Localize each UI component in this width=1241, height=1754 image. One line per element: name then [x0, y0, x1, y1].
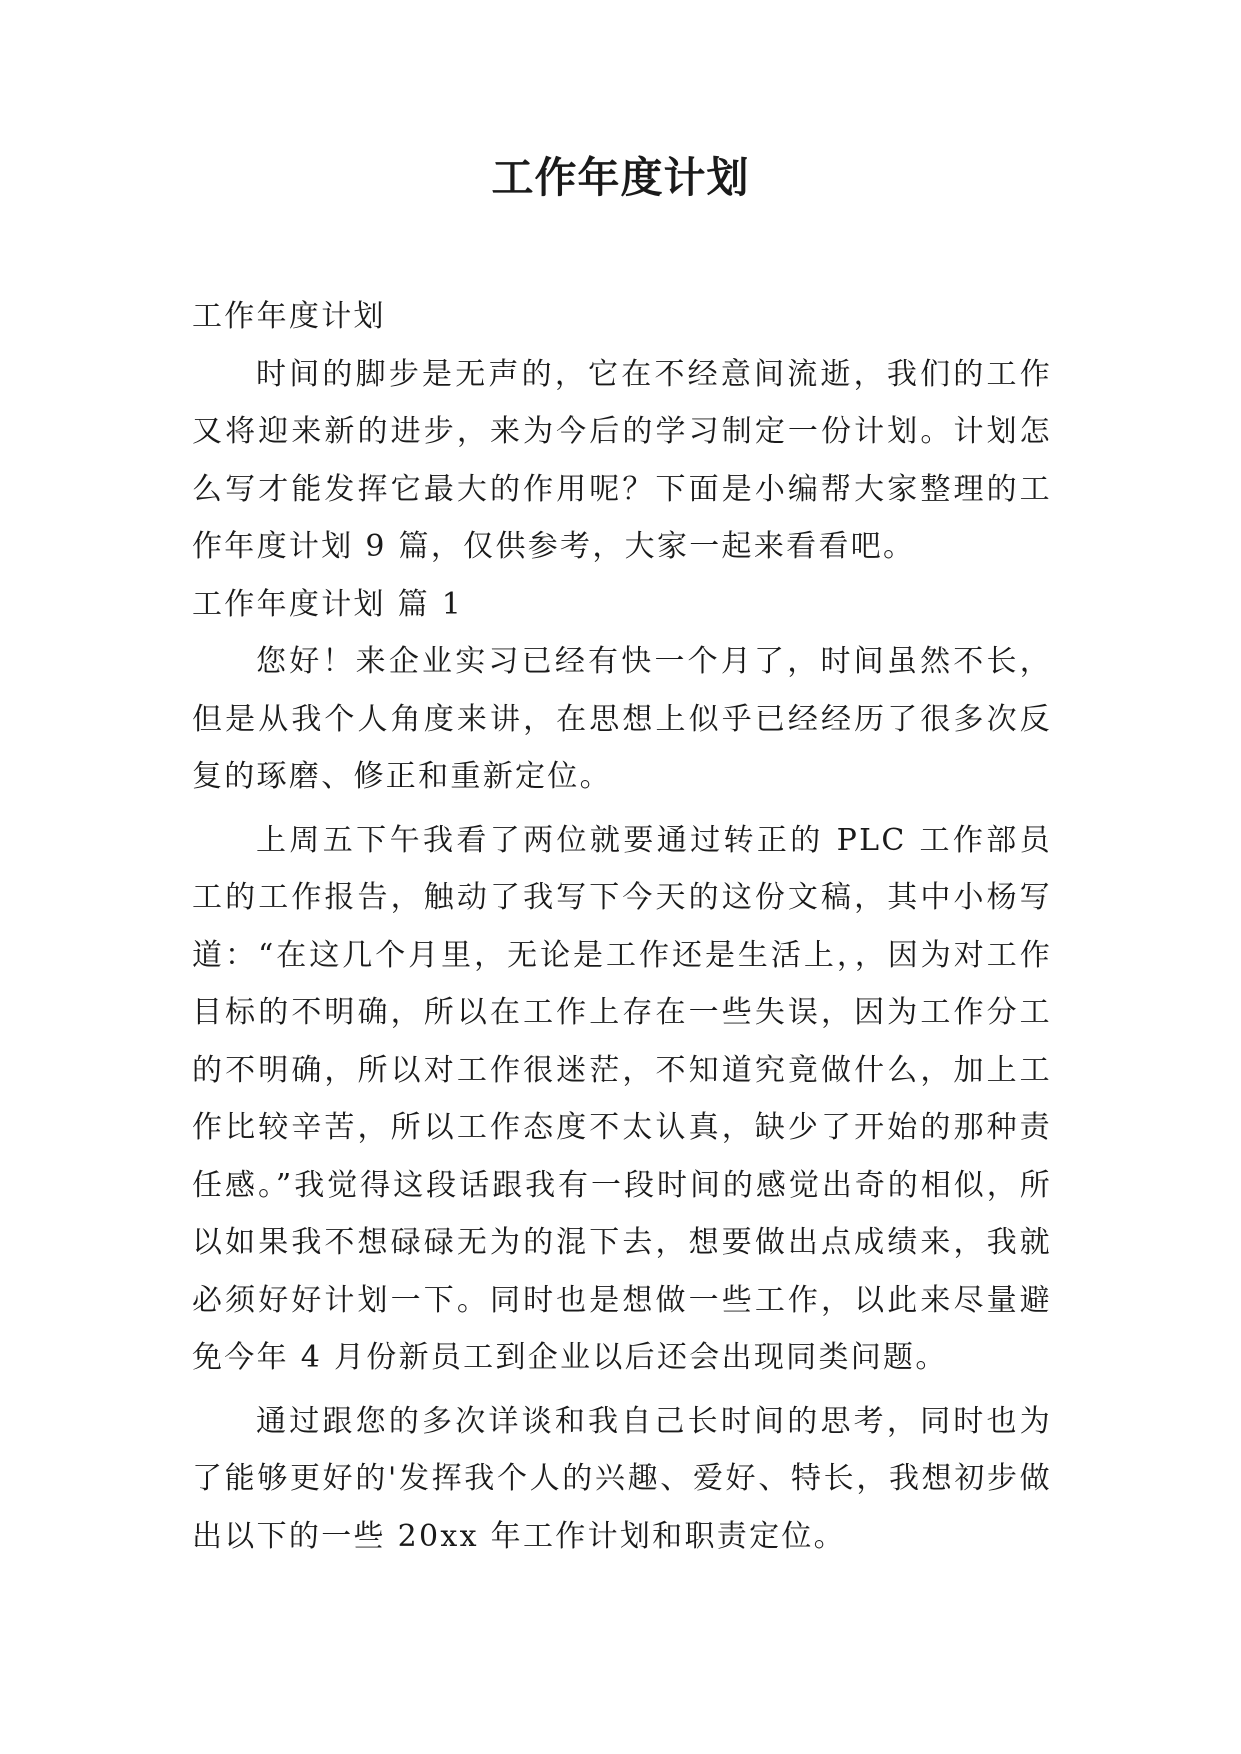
body-paragraph: 您好！来企业实习已经有快一个月了，时间虽然不长，但是从我个人角度来讲，在思想上似乎已经经历了很多次反复的琢磨、修正和重新定位。	[192, 644, 1052, 794]
section-heading: 工作年度计划 篇 1	[192, 586, 464, 622]
body-paragraph: 通过跟您的多次详谈和我自己长时间的思考，同时也为了能够更好的'发挥我个人的兴趣、爱好、特长，我想初步做出以下的一些 20xx 年工作计划和职责定位。	[192, 1403, 1052, 1554]
document-body	[192, 288, 1052, 1565]
document-title: 工作年度计划	[491, 153, 750, 202]
intro-paragraph: 时间的脚步是无声的，它在不经意间流逝，我们的工作又将迎来新的进步，来为今后的学习制定一份计划。计划怎么写才能发挥它最大的作用呢？下面是小编帮大家整理的工作年度计划 9 篇，仅供参考，大家一起来看看吧。	[192, 356, 1052, 564]
intro-heading: 工作年度计划	[192, 299, 386, 334]
body-paragraph: 上周五下午我看了两位就要通过转正的 PLC 工作部员工的工作报告，触动了我写下今天的这份文稿，其中小杨写道：“在这几个月里，无论是工作还是生活上，，因为对工作目标的不明确，所以在工作上存在一些失误，因为工作分工的不明确，所以对工作很迷茫，不知道究竟做什么，加上工作比较辛苦，所以工作态度不太认真，缺少了开始的那种责任感。”我觉得这段话跟我有一段时间的感觉出奇的相似，所以如果我不想碌碌无为的混下去，想要做出点成绩来，我就必须好好计划一下。同时也是想做一些工作，以此来尽量避免今年 4 月份新员工到企业以后还会出现同类问题。	[192, 822, 1052, 1375]
